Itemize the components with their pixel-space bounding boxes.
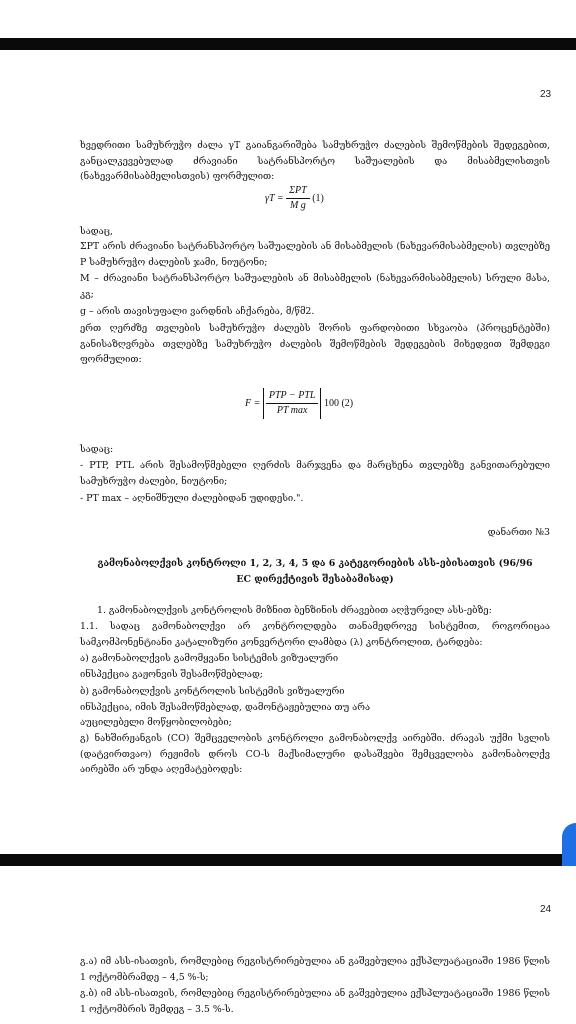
annex-label: დანართი №3 xyxy=(487,527,550,538)
formula-2-absolute xyxy=(263,388,322,419)
bullet-brake-forces: - PTP, PTL არის შესამოწმებელი ღერძის მარჯვენა და მარცხენა თვლებზე განვითარებული სამუხრუჭო ძალები, ნიუტონი; xyxy=(80,460,550,487)
item-1: 1. გამონაბოლქვის კონტროლის მიზნით ბენზინის ძრავებით აღჭურვილ ასს-ებზე: xyxy=(97,605,492,616)
section-heading: გამონაბოლქვის კონტროლი 1, 2, 3, 4, 5 და 6 კატეგორიების ასს-ებისათვის (96/96 EC დირექტივის შესაბამისად) xyxy=(97,558,533,585)
formula-2 xyxy=(245,388,353,419)
definition-sum-pt: ΣPT არის ძრავიანი სატრანსპორტო საშუალების ან მისაბმელის (ნახევარმისაბმელის) თვლებზე P სამუხრუჭო ძალების ჯამი, ნიუტონი; xyxy=(80,241,550,268)
item-g: გ) ნახშირჟანგის (CO) შემცველობის კონტროლი გამონაბოლქვ აირებში. ძრავას უქმი სვლის (დატვირთვაო) რეჟიმის დროს CO-ს მაქსიმალური დასაშვები შემცველობა გამონაბოლქვ აირებში არ უნდა აღემატებოდეს: xyxy=(80,733,550,775)
formula-2-tail: 100 (2) xyxy=(323,397,354,409)
formula-2-denominator: PT max xyxy=(276,405,308,416)
item-g-b: გ.ბ) იმ ასს-ისათვის, რომლებიც რეგისტრირებულია ან გაშვებულია ექსპლუატაციაში 1986 წლის 1 ოქტომბრის შემდეგ – 3.5 %-ს. xyxy=(80,988,550,1015)
item-g-a: გ.ა) იმ ასს-ისათვის, რომლებიც რეგისტრირებულია ან გაშვებულია ექსპლუატაციაში 1986 წლის 1 ოქტომბრამდე – 4,5 %-ს; xyxy=(80,956,550,983)
page-number: 23 xyxy=(540,89,552,100)
top-black-bar xyxy=(0,38,576,50)
formula-1-lhs: γT = xyxy=(265,192,284,204)
formula-1-denominator: M g xyxy=(289,200,306,211)
item-a: ა) გამონაბოლქვის გამომყვანი სისტემის ვიზუალური ინსპექცია გაჟონვის შესამოწმებლად; xyxy=(80,653,339,680)
formula-1-numerator: ΣPT xyxy=(286,184,310,199)
formula-2-numerator: PTP − PTL xyxy=(266,389,319,404)
formula-1-fraction xyxy=(286,184,310,213)
document-page-23 xyxy=(0,50,576,856)
paragraph-specific-brake-force: ხვედრითი სამუხრუჭო ძალა γT გაიანგარიშება სამუხრუჭო ძალების შემოწმების შედეგებით, განცალკევებულად ძრავიანი სატრანსპორტო საშუალების და მისაბმელისთვის (ნახევარმისაბმელისთვის) ფორმულით: xyxy=(80,140,550,182)
formula-2-lhs: F = xyxy=(245,397,261,409)
item-1-1: 1.1. სადაც გამონაბოლქვი არ კონტროლდება თანამედროვე სისტემით, როგორიცაა სამკომპონენტიანი კატალიზური კონვერტორი ლამბდა (λ) კონტროლით, ტარდება: xyxy=(80,621,550,648)
where-label: სადაც, xyxy=(80,226,113,237)
document-page-24 xyxy=(0,866,576,1024)
formula-1 xyxy=(265,184,324,213)
formula-1-tag: (1) xyxy=(312,192,324,204)
bullet-max-force: - PT max – აღნიშნული ძალებიდან უდიდესი.". xyxy=(80,493,304,504)
definition-g: g – არის თავისუფალი ვარდნის აჩქარება, მ/წმ2. xyxy=(80,306,315,317)
page-number: 24 xyxy=(540,904,552,915)
page-separator-bar xyxy=(0,854,576,866)
paragraph-relative-difference: ერთ ღერძზე თვლების სამუხრუჭო ძალებს შორის ფარდობითი სხვაობა (პროცენტებში) განისაზღვრება თვლებზე სამუხრუჭო ძალების შემოწმების შედეგების მიხედვით შემდეგი ფორმულით: xyxy=(80,323,550,365)
item-b: ბ) გამონაბოლქვის კონტროლის სისტემის ვიზუალური ინსპექცია, იმის შესამოწმებლად, დამონტაჟებულია თუ არა აუცილებელი მოწყობილობები; xyxy=(80,686,371,728)
definition-m: M – ძრავიანი სატრანსპორტო საშუალების ან მისაბმელის (ნახევარმისაბმელის) სრული მასა, კგ; xyxy=(80,273,550,300)
formula-2-fraction xyxy=(266,389,319,418)
where-label-2: სადაც: xyxy=(80,444,114,455)
